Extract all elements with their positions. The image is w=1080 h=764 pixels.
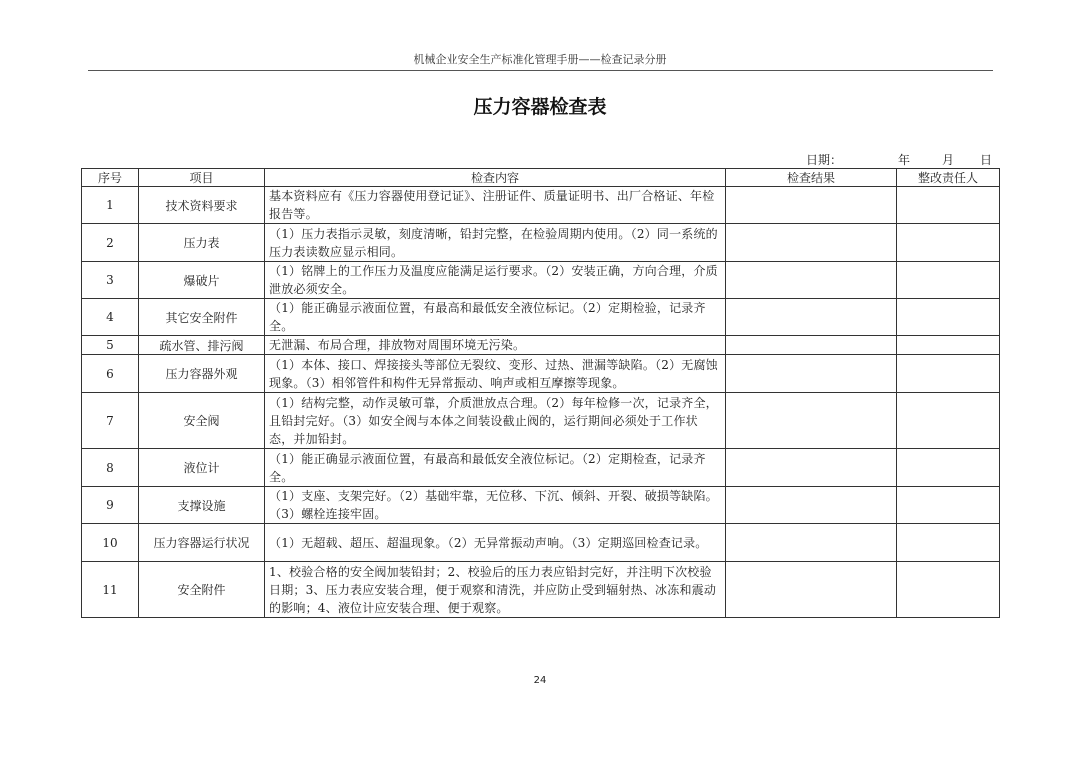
row-content: （1）压力表指示灵敏，刻度清晰，铅封完整，在检验周期内使用。（2）同一系统的压力表读数应显示相同。 xyxy=(265,224,726,262)
result-cell[interactable] xyxy=(726,355,897,393)
responsible-cell[interactable] xyxy=(897,262,1000,299)
running-header: 机械企业安全生产标准化管理手册——检查记录分册 xyxy=(413,53,667,66)
table-row xyxy=(82,299,1000,336)
col-header-content: 检查内容 xyxy=(265,169,726,187)
row-number: 3 xyxy=(82,262,139,299)
date-day: 日 xyxy=(980,153,993,167)
row-number: 7 xyxy=(82,393,139,449)
row-number: 8 xyxy=(82,449,139,487)
row-item: 疏水管、排污阀 xyxy=(139,336,265,355)
responsible-cell[interactable] xyxy=(897,355,1000,393)
responsible-cell[interactable] xyxy=(897,187,1000,224)
row-content: （1）支座、支架完好。（2）基础牢靠，无位移、下沉、倾斜、开裂、破损等缺陷。（3）螺栓连接牢固。 xyxy=(265,487,726,524)
col-header-responsible: 整改责任人 xyxy=(897,169,1000,187)
row-item: 其它安全附件 xyxy=(139,299,265,336)
row-item: 液位计 xyxy=(139,449,265,487)
row-item: 技术资料要求 xyxy=(139,187,265,224)
row-number: 9 xyxy=(82,487,139,524)
responsible-cell[interactable] xyxy=(897,524,1000,562)
table-row xyxy=(82,336,1000,355)
row-content: （1）本体、接口、焊接接头等部位无裂纹、变形、过热、泄漏等缺陷。（2）无腐蚀现象。（3）相邻管件和构件无异常振动、响声或相互摩擦等现象。 xyxy=(265,355,726,393)
row-item: 爆破片 xyxy=(139,262,265,299)
table-row xyxy=(82,224,1000,262)
responsible-cell[interactable] xyxy=(897,224,1000,262)
col-header-number: 序号 xyxy=(82,169,139,187)
row-item: 安全附件 xyxy=(139,562,265,618)
result-cell[interactable] xyxy=(726,562,897,618)
row-item: 压力容器运行状况 xyxy=(139,524,265,562)
result-cell[interactable] xyxy=(726,393,897,449)
row-content: （1）能正确显示液面位置，有最高和最低安全液位标记。（2）定期检查，记录齐全。 xyxy=(265,449,726,487)
row-item: 压力表 xyxy=(139,224,265,262)
responsible-cell[interactable] xyxy=(897,299,1000,336)
row-content: 基本资料应有《压力容器使用登记证》、注册证件、质量证明书、出厂合格证、年检报告等。 xyxy=(265,187,726,224)
responsible-cell[interactable] xyxy=(897,393,1000,449)
result-cell[interactable] xyxy=(726,262,897,299)
row-number: 4 xyxy=(82,299,139,336)
result-cell[interactable] xyxy=(726,336,897,355)
result-cell[interactable] xyxy=(726,449,897,487)
row-item: 压力容器外观 xyxy=(139,355,265,393)
table-row xyxy=(82,262,1000,299)
table-row xyxy=(82,393,1000,449)
table-row xyxy=(82,187,1000,224)
row-number: 10 xyxy=(82,524,139,562)
inspection-table xyxy=(81,168,1000,618)
result-cell[interactable] xyxy=(726,224,897,262)
row-content: 1、校验合格的安全阀加装铅封；2、校验后的压力表应铅封完好，并注明下次校验日期；3、压力表应安装合理，便于观察和清洗，并应防止受到辐射热、冰冻和震动的影响；4、液位计应安装合理、便于观察。 xyxy=(265,562,726,618)
header-rule xyxy=(88,70,993,71)
page-number: 24 xyxy=(533,675,547,686)
row-number: 6 xyxy=(82,355,139,393)
responsible-cell[interactable] xyxy=(897,487,1000,524)
row-number: 11 xyxy=(82,562,139,618)
date-month: 月 xyxy=(942,153,955,167)
col-header-item: 项目 xyxy=(139,169,265,187)
result-cell[interactable] xyxy=(726,524,897,562)
result-cell[interactable] xyxy=(726,487,897,524)
table-row xyxy=(82,524,1000,562)
table-row xyxy=(82,487,1000,524)
row-number: 1 xyxy=(82,187,139,224)
responsible-cell[interactable] xyxy=(897,562,1000,618)
row-content: （1）能正确显示液面位置，有最高和最低安全液位标记。（2）定期检验，记录齐全。 xyxy=(265,299,726,336)
date-label: 日期： xyxy=(806,153,843,167)
row-content: （1）铭牌上的工作压力及温度应能满足运行要求。（2）安装正确，方向合理，介质泄放必须安全。 xyxy=(265,262,726,299)
result-cell[interactable] xyxy=(726,299,897,336)
table-row xyxy=(82,562,1000,618)
row-content: 无泄漏、布局合理，排放物对周围环境无污染。 xyxy=(265,336,726,355)
result-cell[interactable] xyxy=(726,187,897,224)
row-content: （1）结构完整，动作灵敏可靠，介质泄放点合理。（2）每年检修一次，记录齐全，且铅封完好。（3）如安全阀与本体之间装设截止阀的，运行期间必须处于工作状态，并加铅封。 xyxy=(265,393,726,449)
table-row xyxy=(82,449,1000,487)
row-item: 支撑设施 xyxy=(139,487,265,524)
table-row xyxy=(82,355,1000,393)
date-year: 年 xyxy=(898,153,911,167)
page-title: 压力容器检查表 xyxy=(473,96,607,118)
responsible-cell[interactable] xyxy=(897,449,1000,487)
row-content: （1）无超载、超压、超温现象。（2）无异常振动声响。（3）定期巡回检查记录。 xyxy=(265,524,726,562)
responsible-cell[interactable] xyxy=(897,336,1000,355)
table-header-row xyxy=(82,169,1000,187)
row-number: 2 xyxy=(82,224,139,262)
row-number: 5 xyxy=(82,336,139,355)
row-item: 安全阀 xyxy=(139,393,265,449)
col-header-result: 检查结果 xyxy=(726,169,897,187)
